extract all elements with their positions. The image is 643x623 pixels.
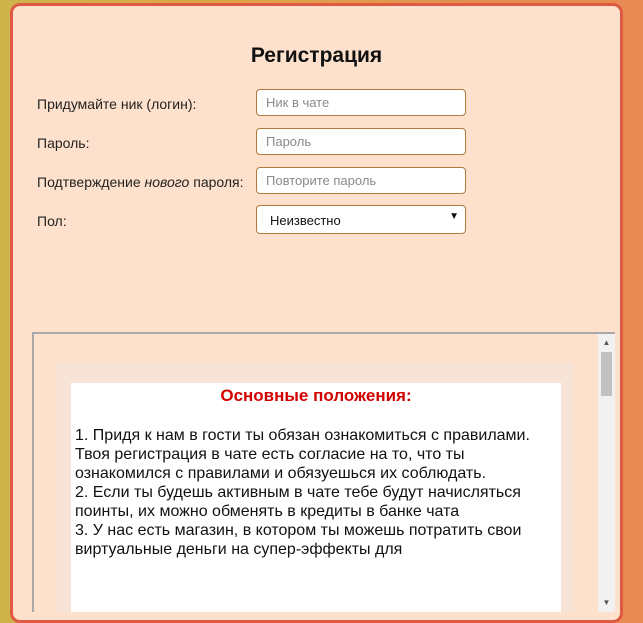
rule-item: 1. Придя к нам в гости ты обязан ознакомиться с правилами. Твоя регистрация в чате есть согласие на то, что ты ознакомился с правилами и обязуешься их соблюдать. [75,427,530,482]
rules-container [56,362,574,612]
confirm-label-after: пароля: [189,174,244,190]
confirm-password-input[interactable] [256,167,466,194]
confirm-label-before: Подтверждение [37,174,145,190]
gender-select[interactable] [256,205,466,234]
scroll-thumb[interactable] [601,352,612,396]
confirm-password-label [37,174,244,190]
password-input[interactable] [256,128,466,155]
confirm-label-emphasis: нового [144,174,190,190]
caret-down-icon: ▼ [449,211,459,222]
rules-scrollbar[interactable] [598,334,615,612]
scroll-up-arrow-icon[interactable]: ▲ [602,338,611,347]
gender-label: Пол: [37,213,67,229]
rule-item: 3. У нас есть магазин, в котором ты можешь потратить свои виртуальные деньги на супер-эффекты для [75,522,522,558]
registration-panel [10,3,623,623]
scroll-down-arrow-icon[interactable]: ▼ [602,598,611,607]
page-title: Регистрация [250,44,383,67]
rule-item: 2. Если ты будешь активным в чате тебе будут начисляться поинты, их можно обменять в кредиты в банке чата [75,484,521,520]
rules-frame[interactable] [32,332,615,612]
nick-input[interactable] [256,89,466,116]
rules-heading: Основные положения: [220,386,412,405]
rules-text [75,426,557,559]
password-label: Пароль: [37,135,90,151]
rules-content [71,383,561,612]
nick-label: Придумайте ник (логин): [37,96,197,112]
gender-selected-value: Неизвестно [270,213,341,228]
